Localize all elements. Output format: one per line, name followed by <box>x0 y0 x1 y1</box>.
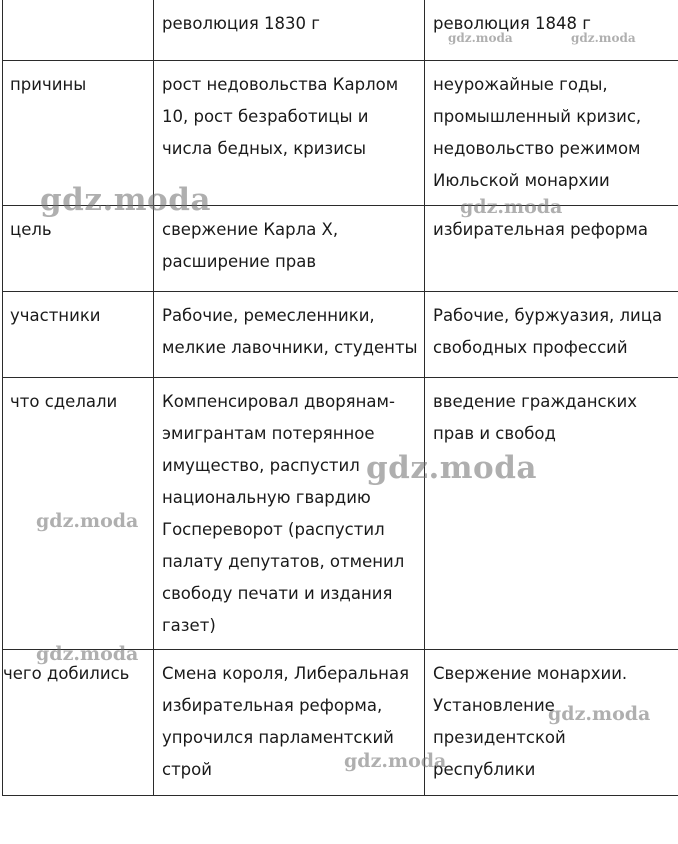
watermark: gdz.moda <box>36 510 139 532</box>
table-row-goal <box>3 206 678 292</box>
cell-1848 <box>425 206 678 292</box>
cell-1830 <box>154 378 425 650</box>
row-label: цель <box>10 220 52 239</box>
header-cell-1848 <box>425 0 678 61</box>
watermark: gdz.moda <box>548 703 651 725</box>
table-row-reasons <box>3 61 678 206</box>
table-header-row <box>3 0 678 61</box>
row-label-cell <box>3 61 154 206</box>
row-label-cell <box>3 378 154 650</box>
cell-1830-text: Рабочие, ремесленники, мелкие лавочники, студенты <box>162 306 418 357</box>
cell-1848-text: введение гражданских прав и свобод <box>433 392 638 443</box>
cell-1848 <box>425 650 678 796</box>
watermark: gdz.moda <box>366 450 537 486</box>
row-label-cell <box>3 206 154 292</box>
table-row-results <box>3 650 678 796</box>
watermark: gdz.moda <box>448 31 513 45</box>
cell-1830-text: Смена короля, Либеральная избирательная реформа, упрочился парламентский строй <box>162 664 409 779</box>
cell-1848-text: Рабочие, буржуазия, лица свободных профессий <box>433 306 663 357</box>
watermark: gdz.moda <box>571 31 636 45</box>
row-label-cell <box>3 650 154 796</box>
cell-1830-text: свержение Карла X, расширение прав <box>162 220 339 271</box>
cell-1848-text: Свержение монархии. Установление президентской республики <box>433 664 628 779</box>
cell-1830 <box>154 61 425 206</box>
cell-1848 <box>425 292 678 378</box>
header-cell-1830 <box>154 0 425 61</box>
row-label: что сделали <box>10 392 118 411</box>
cell-1848-text: избирательная реформа <box>433 220 648 239</box>
cell-1830 <box>154 206 425 292</box>
row-label-cell <box>3 292 154 378</box>
row-label: чего добились <box>3 664 130 683</box>
header-label <box>3 0 153 8</box>
header-empty-cell <box>3 0 154 61</box>
row-label: причины <box>10 75 87 94</box>
cell-1830-text: Компенсировал дворянам-эмигрантам потерянное имущество, распустил национальную гвардию Госпереворот (распустил палату депутатов, отменил свободу печати и издания газет) <box>162 392 405 635</box>
cell-1830 <box>154 650 425 796</box>
watermark: gdz.moda <box>460 196 563 218</box>
header-1830-text: революция 1830 г <box>162 14 320 33</box>
cell-1830-text: рост недовольства Карлом 10, рост безработицы и числа бедных, кризисы <box>162 75 399 158</box>
table-row-actions <box>3 378 678 650</box>
watermark: gdz.moda <box>344 750 447 772</box>
table-row-participants <box>3 292 678 378</box>
row-label: участники <box>10 306 101 325</box>
watermark: gdz.moda <box>40 182 211 218</box>
cell-1848-text: неурожайные годы, промышленный кризис, недовольство режимом Июльской монархии <box>433 75 642 190</box>
cell-1830 <box>154 292 425 378</box>
cell-1848 <box>425 378 678 650</box>
comparison-table <box>2 0 678 796</box>
cell-1848 <box>425 61 678 206</box>
watermark: gdz.moda <box>36 643 139 665</box>
header-1848-text: революция 1848 г <box>433 14 591 33</box>
